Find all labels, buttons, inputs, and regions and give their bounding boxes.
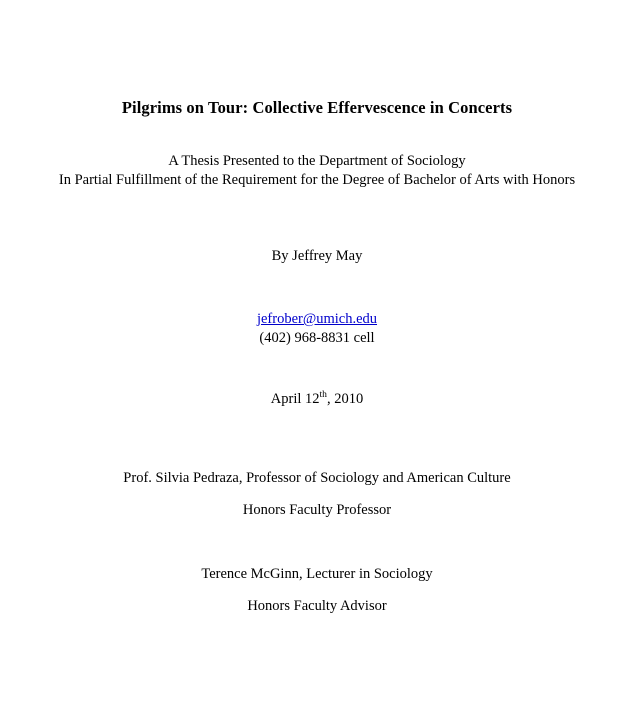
advisor-primary-role: Honors Faculty Professor xyxy=(242,502,392,518)
advisor-primary-name: Prof. Silvia Pedraza, Professor of Sociology and American Culture xyxy=(123,470,511,486)
contact-block xyxy=(0,310,634,348)
thesis-statement xyxy=(0,152,634,190)
date-month-day: April 12 xyxy=(270,391,320,407)
thesis-statement-line-1: A Thesis Presented to the Department of Sociology xyxy=(168,153,466,169)
date-ordinal-suffix: th xyxy=(319,389,327,401)
thesis-statement-line-2: In Partial Fulfillment of the Requirement for the Degree of Bachelor of Arts with Honors xyxy=(58,172,576,188)
page-title: Pilgrims on Tour: Collective Effervescence in Concerts xyxy=(121,98,513,117)
author-byline: By Jeffrey May xyxy=(271,248,363,264)
advisor-secondary-name: Terence McGinn, Lecturer in Sociology xyxy=(201,566,433,582)
date-year: , 2010 xyxy=(326,391,364,407)
date-line xyxy=(0,390,634,409)
email-link[interactable]: jefrober@umich.edu xyxy=(256,311,378,327)
phone-number: (402) 968-8831 cell xyxy=(259,330,375,346)
advisor-secondary-role: Honors Faculty Advisor xyxy=(247,598,387,614)
email-line xyxy=(0,310,634,329)
